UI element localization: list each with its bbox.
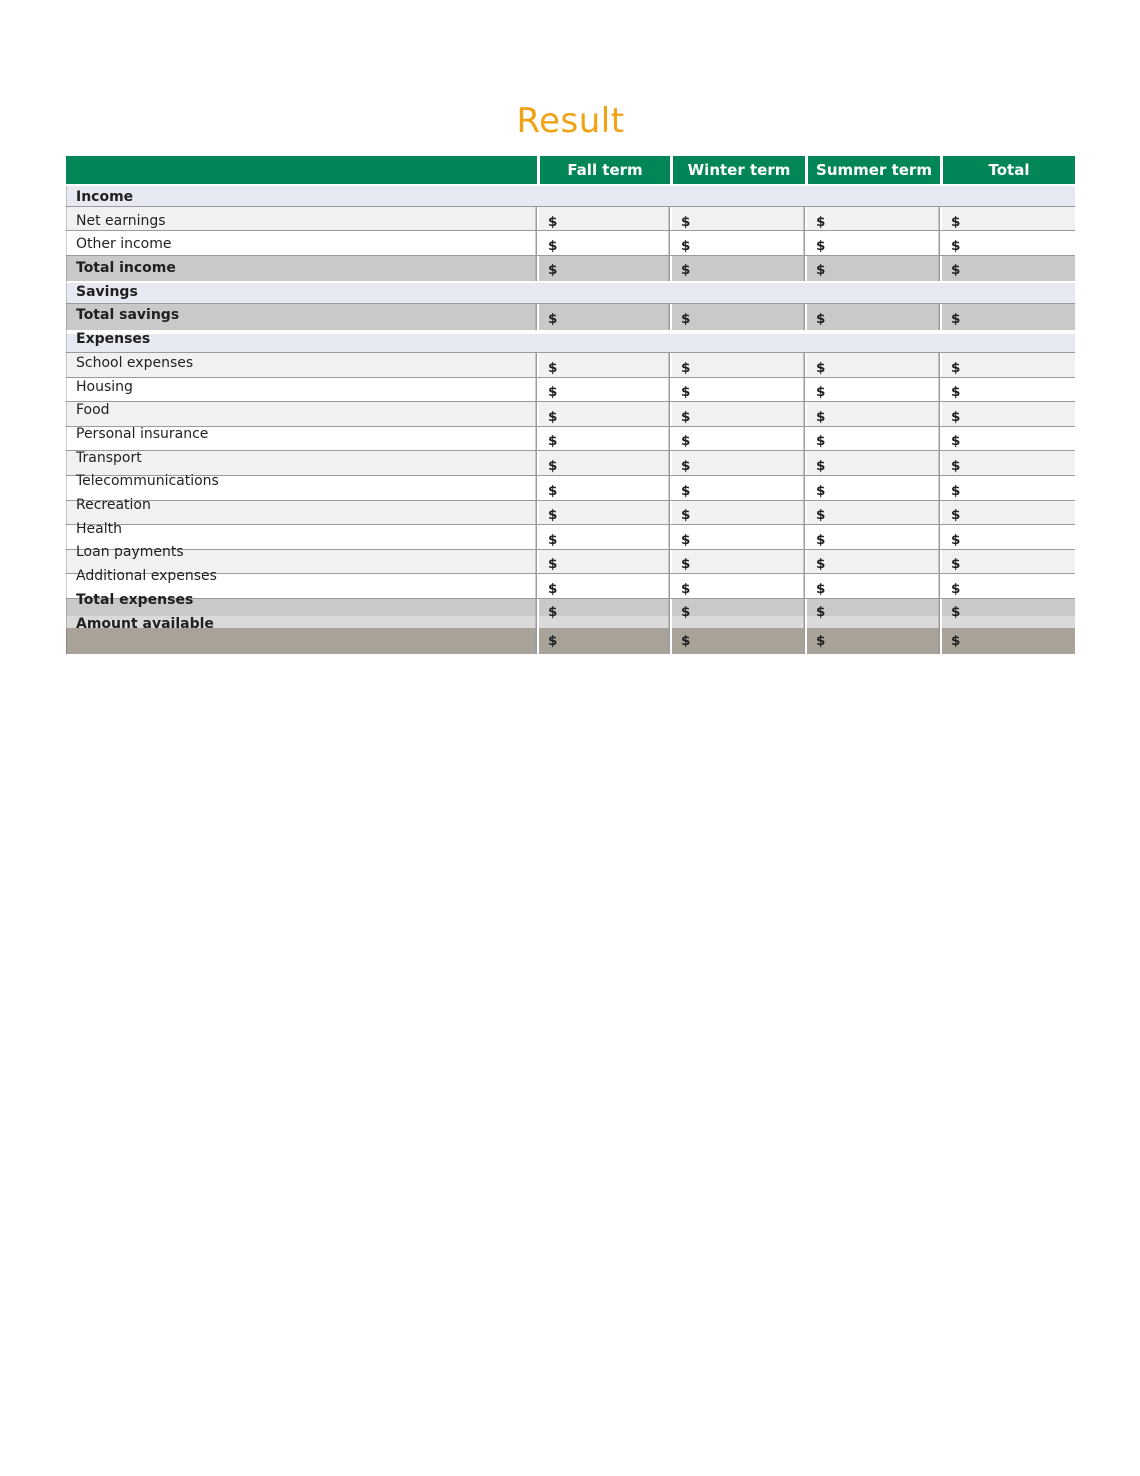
cell-transport-winter-term: $ bbox=[670, 451, 805, 475]
cell-total-savings-total: $ bbox=[940, 304, 1075, 330]
cell-amount-available-summer-term: $ bbox=[805, 628, 940, 654]
row-label-recreation: Recreation bbox=[76, 497, 151, 514]
cell-total-expenses-fall-term: $ bbox=[537, 599, 670, 628]
cell-net-earnings-fall-term: $ bbox=[537, 207, 670, 230]
cell-health-summer-term: $ bbox=[805, 525, 940, 549]
cell-health-fall-term: $ bbox=[537, 525, 670, 549]
row-label-amount-available: Amount available bbox=[76, 615, 214, 632]
cell-additional-expenses-fall-term: $ bbox=[537, 574, 670, 598]
cell-recreation-fall-term: $ bbox=[537, 501, 670, 525]
cell-net-earnings-summer-term: $ bbox=[805, 207, 940, 230]
cell-additional-expenses-winter-term: $ bbox=[670, 574, 805, 598]
cell-amount-available-fall-term: $ bbox=[537, 628, 670, 654]
cell-amount-available-total: $ bbox=[940, 628, 1075, 654]
cell-recreation-summer-term: $ bbox=[805, 501, 940, 525]
cell-food-summer-term: $ bbox=[805, 402, 940, 426]
cell-amount-available-winter-term: $ bbox=[670, 628, 805, 654]
table-header-row bbox=[66, 156, 1075, 184]
cell-telecommunications-total: $ bbox=[940, 476, 1075, 500]
row-label-additional-expenses: Additional expenses bbox=[76, 568, 217, 585]
row-label-expenses: Expenses bbox=[76, 331, 151, 348]
cell-personal-insurance-summer-term: $ bbox=[805, 427, 940, 451]
cell-other-income-summer-term: $ bbox=[805, 231, 940, 255]
table-left-edge bbox=[66, 186, 67, 654]
cell-total-income-total: $ bbox=[940, 256, 1075, 281]
cell-total-savings-summer-term: $ bbox=[805, 304, 940, 330]
cell-recreation-winter-term: $ bbox=[670, 501, 805, 525]
cell-loan-payments-total: $ bbox=[940, 550, 1075, 574]
row-label-school-expenses: School expenses bbox=[76, 354, 194, 371]
cell-transport-total: $ bbox=[940, 451, 1075, 475]
cell-school-expenses-total: $ bbox=[940, 353, 1075, 377]
cell-school-expenses-summer-term: $ bbox=[805, 353, 940, 377]
cell-other-income-total: $ bbox=[940, 231, 1075, 255]
row-label-food: Food bbox=[76, 402, 110, 419]
row-label-other-income: Other income bbox=[76, 236, 172, 253]
cell-transport-fall-term: $ bbox=[537, 451, 670, 475]
cell-telecommunications-summer-term: $ bbox=[805, 476, 940, 500]
cell-loan-payments-winter-term: $ bbox=[670, 550, 805, 574]
header-spacer-cell bbox=[66, 156, 537, 184]
row-label-net-earnings: Net earnings bbox=[76, 212, 166, 229]
cell-telecommunications-winter-term: $ bbox=[670, 476, 805, 500]
cell-other-income-winter-term: $ bbox=[670, 231, 805, 255]
cell-telecommunications-fall-term: $ bbox=[537, 476, 670, 500]
row-label-housing: Housing bbox=[76, 378, 133, 395]
row-label-income: Income bbox=[76, 188, 134, 205]
cell-total-savings-winter-term: $ bbox=[670, 304, 805, 330]
cell-additional-expenses-summer-term: $ bbox=[805, 574, 940, 598]
row-label-savings: Savings bbox=[76, 283, 138, 300]
cell-personal-insurance-winter-term: $ bbox=[670, 427, 805, 451]
cell-loan-payments-fall-term: $ bbox=[537, 550, 670, 574]
cell-total-income-summer-term: $ bbox=[805, 256, 940, 281]
row-label-health: Health bbox=[76, 520, 122, 537]
cell-housing-total: $ bbox=[940, 378, 1075, 402]
cell-total-expenses-winter-term: $ bbox=[670, 599, 805, 628]
cell-total-income-winter-term: $ bbox=[670, 256, 805, 281]
cell-recreation-total: $ bbox=[940, 501, 1075, 525]
cell-school-expenses-fall-term: $ bbox=[537, 353, 670, 377]
cell-personal-insurance-total: $ bbox=[940, 427, 1075, 451]
column-header-total: Total bbox=[940, 156, 1075, 184]
row-label-loan-payments: Loan payments bbox=[76, 544, 184, 561]
cell-net-earnings-winter-term: $ bbox=[670, 207, 805, 230]
cell-total-income-fall-term: $ bbox=[537, 256, 670, 281]
cell-health-winter-term: $ bbox=[670, 525, 805, 549]
column-header-summer-term: Summer term bbox=[805, 156, 940, 184]
column-header-fall-term: Fall term bbox=[537, 156, 670, 184]
cell-total-expenses-total: $ bbox=[940, 599, 1075, 628]
cell-total-expenses-summer-term: $ bbox=[805, 599, 940, 628]
row-label-personal-insurance: Personal insurance bbox=[76, 425, 209, 442]
row-label-total-income: Total income bbox=[76, 260, 176, 277]
cell-housing-fall-term: $ bbox=[537, 378, 670, 402]
row-label-total-savings: Total savings bbox=[76, 307, 180, 324]
cell-food-total: $ bbox=[940, 402, 1075, 426]
cell-housing-winter-term: $ bbox=[670, 378, 805, 402]
row-label-transport: Transport bbox=[76, 449, 142, 466]
page-title: Result bbox=[516, 101, 625, 141]
cell-total-savings-fall-term: $ bbox=[537, 304, 670, 330]
cell-school-expenses-winter-term: $ bbox=[670, 353, 805, 377]
cell-food-winter-term: $ bbox=[670, 402, 805, 426]
cell-personal-insurance-fall-term: $ bbox=[537, 427, 670, 451]
cell-health-total: $ bbox=[940, 525, 1075, 549]
cell-net-earnings-total: $ bbox=[940, 207, 1075, 230]
cell-housing-summer-term: $ bbox=[805, 378, 940, 402]
budget-table bbox=[66, 156, 1075, 658]
cell-food-fall-term: $ bbox=[537, 402, 670, 426]
cell-other-income-fall-term: $ bbox=[537, 231, 670, 255]
row-label-total-expenses: Total expenses bbox=[76, 591, 194, 608]
cell-transport-summer-term: $ bbox=[805, 451, 940, 475]
cell-additional-expenses-total: $ bbox=[940, 574, 1075, 598]
row-label-telecommunications: Telecommunications bbox=[76, 473, 219, 490]
cell-loan-payments-summer-term: $ bbox=[805, 550, 940, 574]
column-header-winter-term: Winter term bbox=[670, 156, 805, 184]
